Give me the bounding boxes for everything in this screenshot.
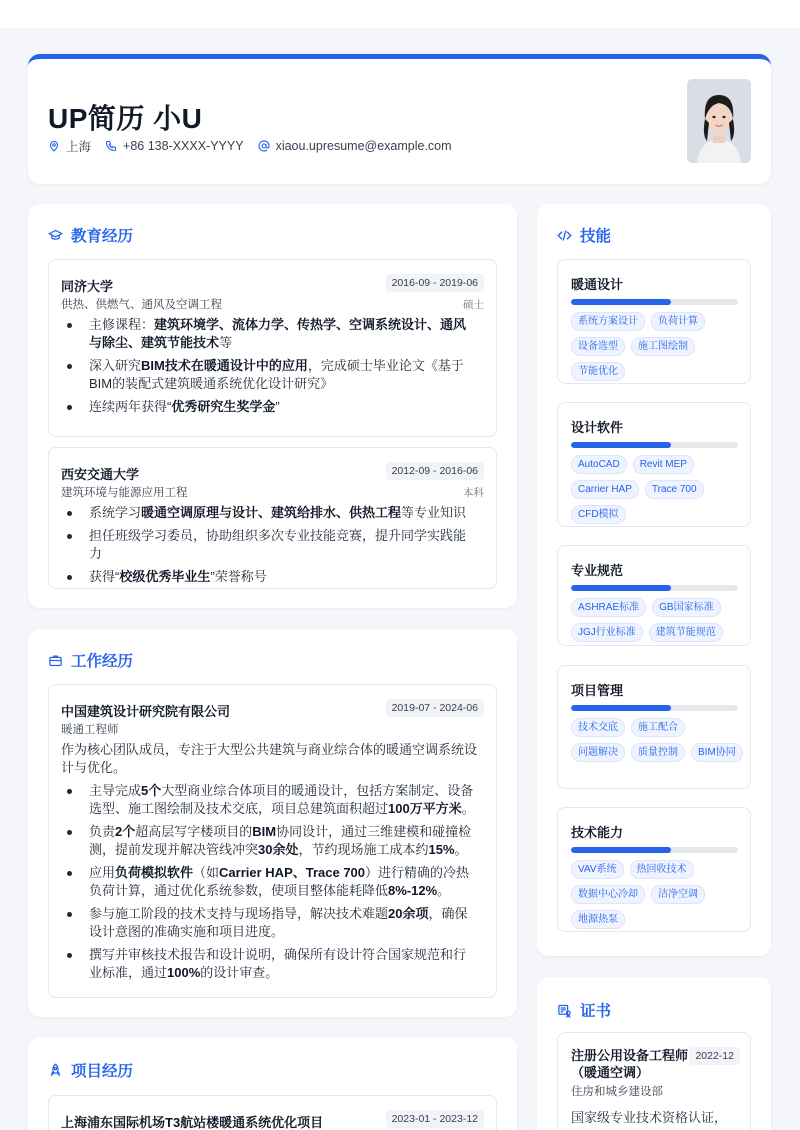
date-badge: 2023-01 - 2023-12 [386,1110,484,1128]
skill-tag: Carrier HAP [571,480,639,499]
education-item [48,259,497,437]
education-item [48,447,497,589]
school-name: 西安交通大学 [61,467,140,482]
certificate-item [557,1032,751,1130]
skill-group-name: 暖通设计 [571,277,624,292]
education-title: 教育经历 [48,224,133,246]
skill-level-fill [571,299,671,305]
education-section [28,204,517,608]
skill-tag: Revit MEP [633,455,694,474]
skills-title: 技能 [557,224,611,246]
resume-name: UP简历 小U [48,103,203,134]
date-badge: 2022-12 [689,1047,740,1065]
skill-group-name: 专业规范 [571,563,624,578]
list-item: 担任班级学习委员，协助组织多次专业技能竞赛，提升同学实践能力 [61,527,478,563]
skill-tag: 数据中心冷却 [571,885,645,904]
skill-level-fill [571,442,671,448]
certificate-issuer: 住房和城乡建设部 [571,1086,663,1098]
degree-text: 本科 [463,487,484,499]
skill-level-bar [571,585,738,591]
major-text: 建筑环境与能源应用工程 [61,487,188,499]
skill-group [557,807,751,932]
work-item [48,684,497,998]
education-bullets [61,504,478,591]
list-item: 主导完成5个大型商业综合体项目的暖通设计，包括方案制定、设备选型、施工图绘制及技术交底，项目总建筑面积超过100万平方米。 [61,782,478,818]
work-intro: 作为核心团队成员，专注于大型公共建筑与商业综合体的暖通空调系统设计与优化。 [61,742,478,775]
skill-tag: ASHRAE标准 [571,598,646,617]
certificate-icon [557,1003,572,1018]
skill-tag: 系统方案设计 [571,312,645,331]
skill-tag: VAV系统 [571,860,624,879]
skill-tag: 设备选型 [571,337,625,356]
skill-tag: 洁净空调 [651,885,705,904]
skill-level-fill [571,585,671,591]
date-badge: 2016-09 - 2019-06 [386,274,484,292]
contact-list [48,137,452,155]
projects-section [28,1037,517,1130]
skill-level-bar [571,299,738,305]
list-item: 负责2个超高层写字楼项目的BIM协同设计，通过三维建模和碰撞检测，提前发现并解决管线冲突30余处，节约现场施工成本约15%。 [61,823,478,859]
date-badge: 2012-09 - 2016-06 [386,462,484,480]
skill-tag: CFD模拟 [571,505,626,524]
list-item: 主修课程：建筑环境学、流体力学、传热学、空调系统设计、通风与除尘、建筑节能技术等 [61,316,478,352]
skill-tag: Trace 700 [645,480,704,499]
skill-level-bar [571,847,738,853]
skill-tag: 节能优化 [571,362,625,381]
list-item: 获得“校级优秀毕业生”荣誉称号 [61,568,478,586]
work-section [28,629,517,1017]
location-text: 上海 [66,140,92,154]
skill-tag: AutoCAD [571,455,627,474]
skill-tag: 热回收技术 [630,860,694,879]
skill-tag: 质量控制 [631,743,685,762]
skill-level-fill [571,847,671,853]
header-card [28,54,771,184]
contact-email[interactable] [258,137,452,155]
skill-tags [571,312,743,381]
contact-phone[interactable] [105,137,244,155]
work-title: 工作经历 [48,649,133,671]
skill-level-fill [571,705,671,711]
skill-tags [571,598,743,642]
skill-group [557,545,751,646]
skill-group-name: 项目管理 [571,683,624,698]
list-item: 深入研究BIM技术在暖通设计中的应用，完成硕士毕业论文《基于BIM的装配式建筑暖通系统优化设计研究》 [61,357,478,393]
location-pin-icon [48,140,60,152]
briefcase-icon [48,653,63,668]
avatar-portrait-icon [687,79,751,163]
list-item: 参与施工阶段的技术支持与现场指导，解决技术难题20余项，确保设计意图的准确实施和项目进度。 [61,905,478,941]
skill-level-bar [571,442,738,448]
list-item: 系统学习暖通空调原理与设计、建筑给排水、供热工程等专业知识 [61,504,478,522]
certificate-name: 注册公用设备工程师（暖通空调） [571,1048,689,1080]
skill-tag: 地源热泵 [571,910,625,929]
skill-group-name: 技术能力 [571,825,624,840]
skill-tags [571,860,743,929]
graduation-cap-icon [48,228,63,243]
phone-icon [105,140,117,152]
email-text: xiaou.upresume@example.com [275,139,452,153]
skill-tags [571,718,743,762]
major-text: 供热、供燃气、通风及空调工程 [61,299,222,311]
contact-location [48,137,91,155]
skills-section [537,204,771,956]
code-icon [557,228,572,243]
top-strip [0,0,800,28]
skill-level-bar [571,705,738,711]
skill-tag: GB国家标准 [652,598,720,617]
skill-group [557,665,751,789]
list-item: 撰写并审核技术报告和设计说明，确保所有设计符合国家规范和行业标准，通过100%的设计审查。 [61,946,478,982]
project-name: 上海浦东国际机场T3航站楼暖通系统优化项目 [61,1115,324,1130]
skill-group [557,259,751,384]
role-text: 暖通工程师 [61,724,119,736]
certificates-title: 证书 [557,999,611,1021]
education-bullets [61,316,478,421]
skill-group-name: 设计软件 [571,420,624,435]
skill-tag: 施工图绘制 [631,337,695,356]
skill-tag: 负荷计算 [651,312,705,331]
at-sign-icon [258,140,270,152]
skill-tag: 建筑节能规范 [649,623,723,642]
projects-title: 项目经历 [48,1059,133,1081]
school-name: 同济大学 [61,279,114,294]
phone-text: +86 138-XXXX-YYYY [123,139,244,153]
project-item [48,1095,497,1130]
skill-tag: 问题解决 [571,743,625,762]
certificate-desc: 国家级专业技术资格认证， [571,1110,728,1125]
skill-tag: JGJ行业标准 [571,623,643,642]
company-name: 中国建筑设计研究院有限公司 [61,704,231,719]
degree-text: 硕士 [463,299,484,311]
list-item: 连续两年获得“优秀研究生奖学金” [61,398,478,416]
work-bullets [61,782,478,987]
skill-group [557,402,751,527]
skill-tag: 施工配合 [631,718,685,737]
certificates-section [537,977,771,1130]
rocket-icon [48,1063,63,1078]
list-item: 应用负荷模拟软件（如Carrier HAP、Trace 700）进行精确的冷热负荷计算，通过优化系统参数，使项目整体能耗降低8%-12%。 [61,864,478,900]
date-badge: 2019-07 - 2024-06 [386,699,484,717]
skill-tag: BIM协同 [691,743,743,762]
profile-photo [687,79,751,163]
skill-tags [571,455,743,524]
skill-tag: 技术交底 [571,718,625,737]
